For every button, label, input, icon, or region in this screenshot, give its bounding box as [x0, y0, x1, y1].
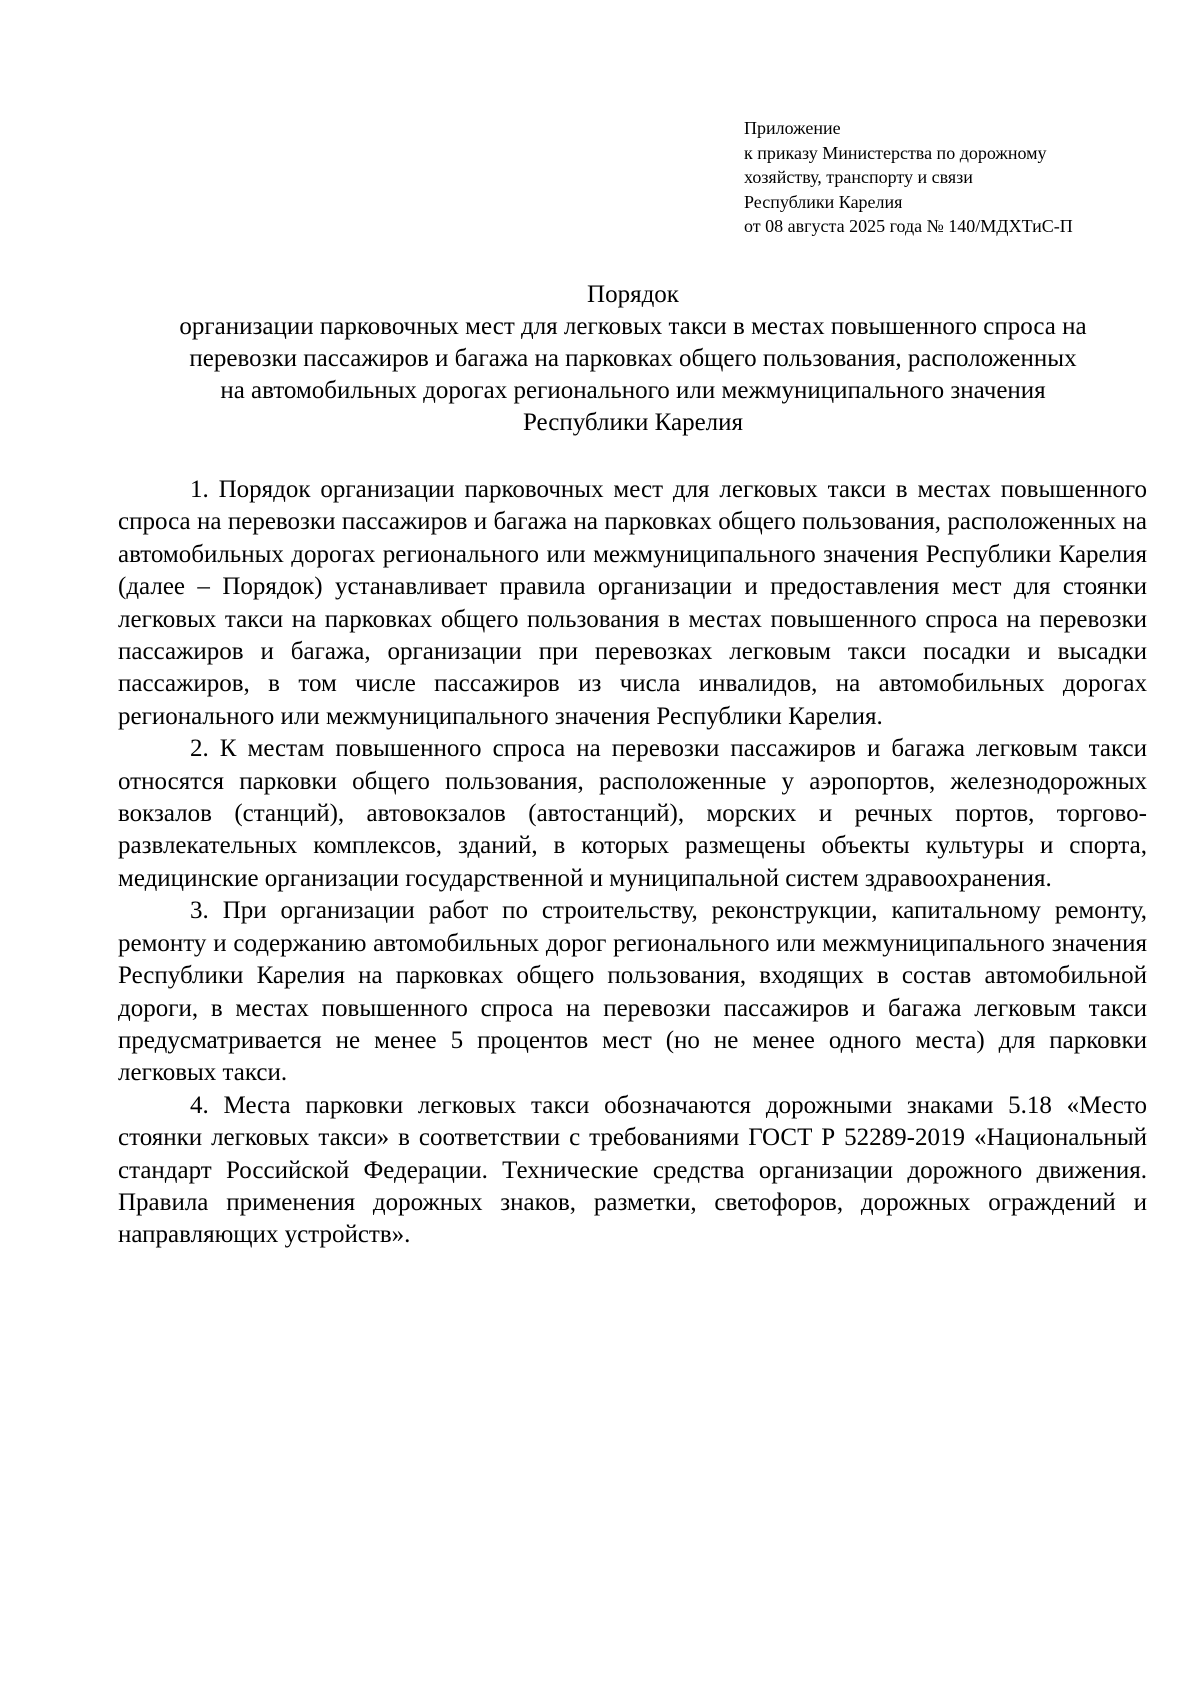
- title-line: перевозки пассажиров и багажа на парковках общего пользования, расположенных: [189, 345, 1077, 372]
- annex-line: Приложение: [744, 118, 841, 138]
- annex-header: [744, 116, 1164, 239]
- paragraph-2: 2. К местам повышенного спроса на перевозки пассажиров и багажа легковым такси относятся парковки общего пользования, расположенные у аэропортов, железнодорожных вокзалов (станций), автовокзалов (автостанций), морских и речных портов, торгово-развлекательных комплексов, зданий, в которых размещены объекты культуры и спорта, медицинские организации государственной и муниципальной систем здравоохранения.: [118, 735, 1147, 892]
- paragraph-3: 3. При организации работ по строительству, реконструкции, капитальному ремонту, ремонту и содержанию автомобильных дорог регионального или межмуниципального значения Республики Карелия на парковках общего пользования, входящих в состав автомобильной дороги, в местах повышенного спроса на перевозки пассажиров и багажа легковым такси предусматривается не менее 5 процентов мест (но не менее одного места) для парковки легковых такси.: [118, 897, 1147, 1087]
- title-heading: Порядок: [587, 281, 679, 308]
- paragraph-1: 1. Порядок организации парковочных мест для легковых такси в местах повышенного спроса на перевозки пассажиров и багажа на парковках общего пользования, расположенных на автомобильных дорогах регионального или межмуниципального значения Республики Карелия (далее – Порядок) устанавливает правила организации и предоставления мест для стоянки легковых такси на парковках общего пользования в местах повышенного спроса на перевозки пассажиров и багажа, организации при перевозках легковым такси посадки и высадки пассажиров, в том числе пассажиров из числа инвалидов, на автомобильных дорогах регионального или межмуниципального значения Республики Карелия.: [118, 476, 1147, 730]
- annex-line: хозяйству, транспорту и связи: [744, 167, 973, 187]
- document-title: [118, 279, 1148, 439]
- title-line: на автомобильных дорогах регионального или межмуниципального значения: [220, 377, 1046, 404]
- annex-line: к приказу Министерства по дорожному: [744, 142, 1047, 163]
- title-line: Республики Карелия: [522, 409, 744, 436]
- paragraph-4: 4. Места парковки легковых такси обозначаются дорожными знаками 5.18 «Место стоянки легковых такси» в соответствии с требованиями ГОСТ Р 52289-2019 «Национальный стандарт Российской Федерации. Технические средства организации дорожного движения. Правила применения дорожных знаков, разметки, светофоров, дорожных ограждений и направляющих устройств».: [118, 1091, 1147, 1249]
- annex-line: Республики Карелия: [744, 191, 903, 212]
- title-line: организации парковочных мест для легковых такси в местах повышенного спроса на: [179, 313, 1087, 340]
- annex-line: от 08 августа 2025 года № 140/МДХТиС-П: [744, 216, 1073, 236]
- document-body: [118, 474, 1147, 1252]
